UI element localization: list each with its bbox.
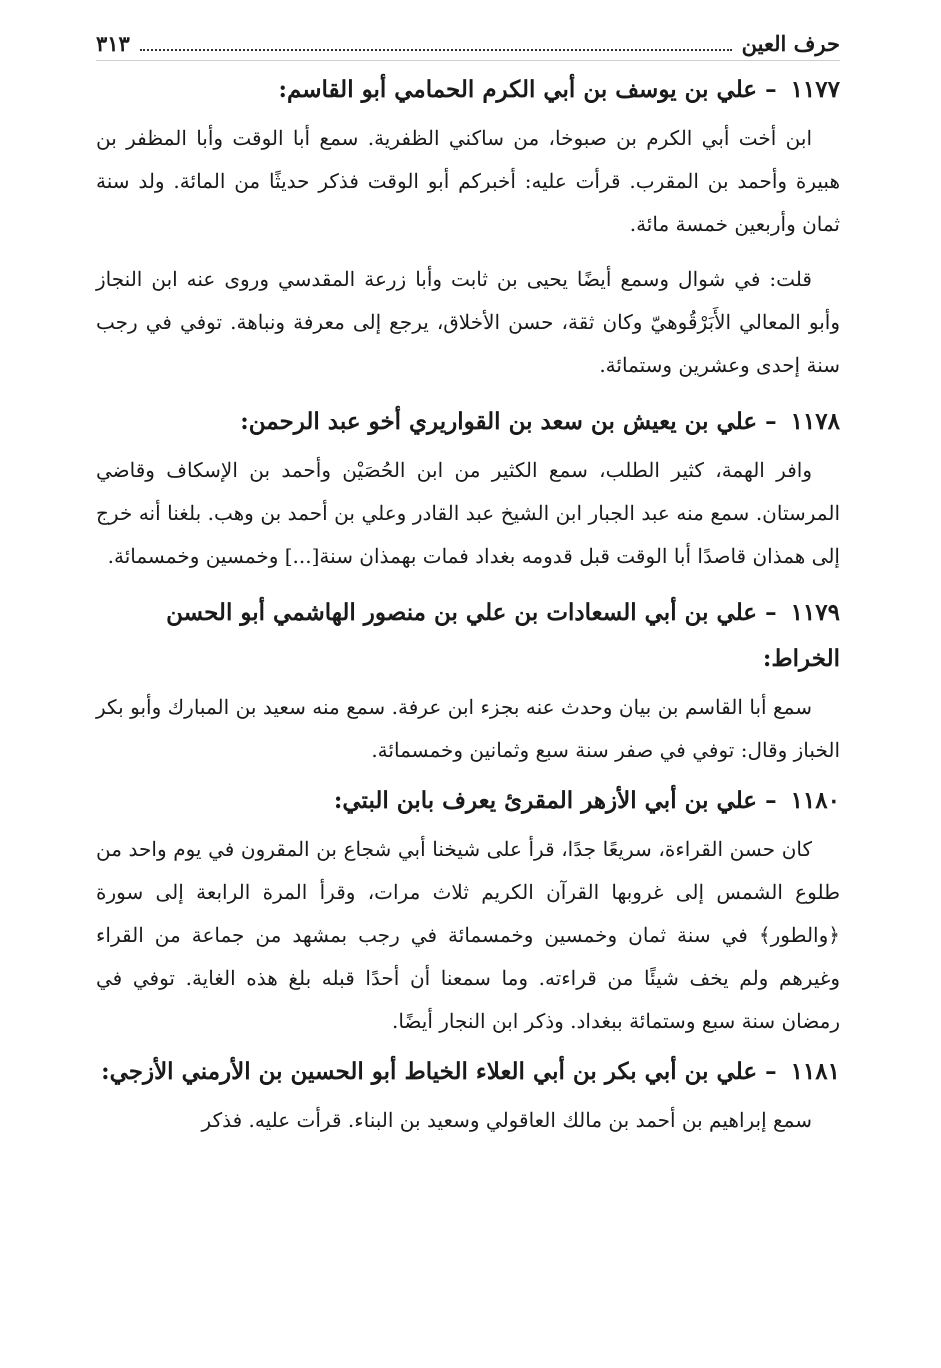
running-head	[96, 28, 840, 61]
entry-number: ١١٨٠	[790, 787, 840, 814]
dash: –	[765, 76, 777, 103]
entry-number: ١١٧٩	[790, 599, 840, 626]
entry-title: علي بن أبي الأزهر المقرئ يعرف بابن البتي:	[333, 787, 758, 814]
entry-paragraph: سمع إبراهيم بن أحمد بن مالك العاقولي وسعيد بن البناء. قرأت عليه. فذكر	[201, 1108, 812, 1132]
entry-heading	[96, 590, 840, 682]
entry-title: علي بن أبي بكر بن أبي العلاء الخياط أبو الحسين بن الأرمني الأزجي:	[101, 1058, 758, 1085]
entry-paragraph: كان حسن القراءة، سريعًا جدًا، قرأ على شيخنا أبي شجاع بن المقرون في يوم واحد من طلوع الشمس إلى غروبها القرآن الكريم ثلاث مرات، وقرأ المرة الرابعة إلى سورة ﴿والطور﴾ في سنة ثمان وخمسين وخمسمائة في رجب بمشهد من جماعة من القراء وغيرهم ولم يخف شيئًا من قراءته. وما سمعنا أن أحدًا قبله بلغ هذه الغاية. توفي في رمضان سنة سبع وستمائة ببغداد. وذكر ابن النجار أيضًا.	[96, 837, 840, 1033]
dash: –	[765, 787, 777, 814]
dash: –	[765, 408, 777, 435]
entry-paragraph: قلت: في شوال وسمع أيضًا يحيى بن ثابت وأبا زرعة المقدسي وروى عنه ابن النجاز وأبو المعالي الأَبَرْقُوهيّ وكان ثقة، حسن الأخلاق، يرجع إلى معرفة ونباهة. توفي في رجب سنة إحدى وعشرين وستمائة.	[96, 267, 840, 377]
page-number: ٣١٣	[96, 31, 130, 56]
entry-heading	[96, 1049, 840, 1095]
entry-title: علي بن يعيش بن سعد بن القواريري أخو عبد الرحمن:	[240, 408, 758, 435]
entry-heading	[96, 778, 840, 824]
entry-paragraph: سمع أبا القاسم بن بيان وحدث عنه بجزء ابن عرفة. سمع منه سعيد بن المبارك وأبو بكر الخباز وقال: توفي في صفر سنة سبع وثمانين وخمسمائة.	[96, 695, 840, 762]
entry-title: علي بن أبي السعادات بن علي بن منصور الهاشمي أبو الحسن الخراط:	[166, 599, 840, 672]
dash: –	[765, 599, 777, 626]
dash: –	[765, 1058, 777, 1085]
entry-number: ١١٧٨	[790, 408, 840, 435]
entry-heading	[96, 399, 840, 445]
entry-number: ١١٧٧	[790, 76, 840, 103]
chapter-title: حرف العين	[741, 31, 840, 56]
entry-title: علي بن يوسف بن أبي الكرم الحمامي أبو القاسم:	[278, 76, 758, 103]
entry-heading	[96, 67, 840, 113]
leader-dots	[140, 49, 732, 51]
entry-number: ١١٨١	[790, 1058, 840, 1085]
entry-paragraph: وافر الهمة، كثير الطلب، سمع الكثير من ابن الحُصَيْن وأحمد بن الإسكاف وقاضي المرستان. سمع منه عبد الجبار ابن الشيخ عبد القادر وعلي بن أحمد بن وهب. بلغنا أنه خرج إلى همذان قاصدًا أبا الوقت قبل قدومه بغداد فمات بهمذان سنة[...] وخمسين وخمسمائة.	[96, 458, 840, 568]
entry-paragraph: ابن أخت أبي الكرم بن صبوخا، من ساكني الظفرية. سمع أبا الوقت وأبا المظفر بن هبيرة وأحمد بن المقرب. قرأت عليه: أخبركم أبو الوقت فذكر حديثًا من المائة. ولد سنة ثمان وأربعين خمسة مائة.	[96, 126, 840, 236]
document-page	[96, 28, 840, 1154]
